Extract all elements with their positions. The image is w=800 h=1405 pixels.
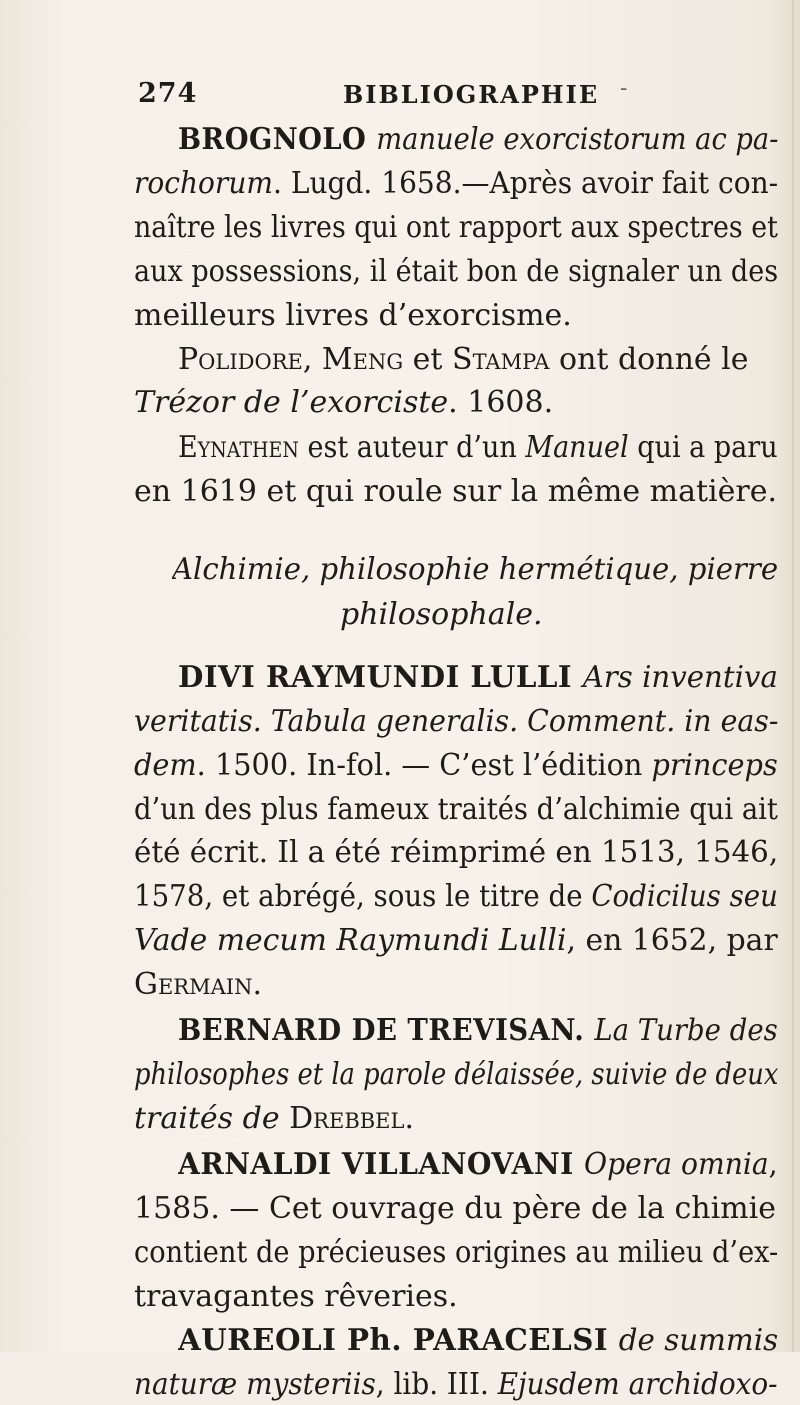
text-segment: Alchimie, philosophie hermétique, pierre — [172, 552, 778, 587]
text-segment: Opera omnia — [584, 1147, 769, 1182]
text-segment: Eynathen — [178, 430, 299, 465]
text-segment: , — [768, 1147, 778, 1182]
text-line — [134, 1365, 778, 1405]
line-content — [178, 1011, 778, 1051]
text-segment: princeps — [651, 748, 778, 783]
text-segment: travagantes rêveries. — [134, 1279, 458, 1314]
line-content — [134, 877, 778, 917]
line-content — [134, 746, 778, 786]
line-content — [134, 383, 553, 423]
line-content — [134, 790, 778, 830]
line-content — [134, 1099, 414, 1139]
text-line — [134, 1055, 778, 1095]
text-line — [134, 1189, 778, 1229]
line-content — [134, 921, 778, 961]
page-header — [138, 74, 718, 114]
text-segment: , lib. III. — [375, 1367, 498, 1402]
text-line — [134, 296, 778, 336]
text-line — [134, 383, 778, 423]
text-line — [134, 164, 778, 204]
text-line — [134, 1277, 778, 1317]
text-line — [178, 340, 778, 380]
text-segment: AUREOLI Ph. PARACELSI — [178, 1323, 619, 1358]
text-segment: et — [403, 342, 453, 377]
text-segment: naturæ mysteriis — [134, 1367, 376, 1402]
line-content — [134, 164, 778, 204]
text-line — [178, 120, 778, 160]
text-segment: dem — [134, 748, 197, 783]
page-edge — [792, 0, 794, 1352]
line-content — [134, 702, 778, 742]
text-segment: Manuel — [525, 430, 629, 465]
text-line — [134, 965, 778, 1005]
text-line — [178, 1321, 778, 1361]
text-segment: Trézor de l’exorciste — [134, 385, 449, 420]
text-line — [178, 1011, 778, 1051]
line-content — [134, 296, 572, 336]
line-content — [178, 1145, 778, 1185]
text-line — [178, 658, 778, 698]
text-segment: 1585. — Cet ouvrage du père de la chimie — [134, 1191, 776, 1226]
text-segment: 1578, et abrégé, sous le titre de — [134, 879, 592, 914]
line-content — [134, 1189, 776, 1229]
text-segment: . 1500. In-fol. — C’est l’édition — [196, 748, 652, 783]
text-segment: Ars inventiva — [582, 660, 778, 695]
text-line — [340, 595, 778, 635]
text-segment: philosophes et la parole délaissée, suivie de deux — [134, 1057, 778, 1092]
line-content — [134, 208, 778, 248]
text-segment: manuele exorcistorum ac pa- — [376, 122, 778, 157]
text-segment: est auteur d’un — [298, 430, 526, 465]
header-mark: - — [620, 76, 629, 101]
text-segment: aux possessions, il était bon de signaler un des — [134, 254, 778, 289]
running-head: BIBLIOGRAPHIE — [343, 80, 600, 109]
text-segment: été écrit. Il a été réimprimé en 1513, 1546, — [134, 835, 778, 870]
text-line — [178, 1145, 778, 1185]
text-segment: La Turbe des — [594, 1013, 778, 1048]
text-line — [134, 208, 778, 248]
text-segment: philosophale. — [340, 597, 543, 632]
line-content — [134, 1365, 778, 1405]
line-content — [178, 1321, 778, 1361]
text-segment: ARNALDI VILLANOVANI — [178, 1147, 585, 1182]
text-segment: BROGNOLO — [178, 122, 377, 157]
text-segment: DIVI RAYMUNDI LULLI — [178, 660, 583, 695]
text-segment: . — [252, 967, 262, 1002]
line-content — [178, 120, 778, 160]
text-segment: . — [404, 1101, 415, 1136]
text-segment: Stampa — [452, 342, 550, 377]
text-line — [134, 472, 778, 512]
text-line — [172, 550, 778, 590]
text-segment: Polidore — [178, 342, 303, 377]
text-segment: Drebbel — [289, 1101, 405, 1136]
text-segment: traités de — [134, 1101, 290, 1136]
text-segment: BERNARD DE TREVISAN. — [178, 1013, 595, 1048]
text-line — [134, 1099, 778, 1139]
text-line — [134, 921, 778, 961]
text-line — [134, 702, 778, 742]
line-content — [134, 472, 777, 512]
text-segment: Vade mecum Raymundi Lulli — [134, 923, 567, 958]
text-segment: , — [302, 342, 322, 377]
line-content — [134, 965, 262, 1005]
text-segment: Meng — [321, 342, 404, 377]
page-number: 274 — [138, 78, 198, 109]
text-segment: Ejusdem archidoxo- — [497, 1367, 778, 1402]
text-segment: contient de précieuses origines au milieu d’ex- — [134, 1235, 778, 1270]
text-segment: , en 1652, par — [566, 923, 778, 958]
text-segment: Codicilus seu — [591, 879, 778, 914]
line-content — [134, 252, 778, 292]
line-content — [134, 833, 778, 873]
text-segment: en 1619 et qui roule sur la même matière. — [134, 474, 778, 509]
text-line — [134, 746, 778, 786]
line-content — [340, 595, 543, 635]
text-segment: naître les livres qui ont rapport aux spectres et — [134, 210, 778, 245]
text-segment: qui a paru — [628, 430, 778, 465]
line-content — [178, 658, 778, 698]
line-content — [134, 1233, 778, 1273]
text-line — [134, 833, 778, 873]
text-segment: . Lugd. 1658.—Après avoir fait con- — [272, 166, 778, 201]
text-segment: ont donné le — [549, 342, 749, 377]
text-line — [134, 877, 778, 917]
text-line — [134, 1233, 778, 1273]
line-content — [134, 1277, 458, 1317]
text-line — [178, 428, 778, 468]
line-content — [172, 550, 778, 590]
text-segment: d’un des plus fameux traités d’alchimie qui ait — [134, 792, 778, 827]
line-content — [134, 1055, 778, 1095]
text-segment: de summis — [618, 1323, 778, 1358]
text-segment: rochorum — [134, 166, 273, 201]
text-segment: meilleurs livres d’exorcisme. — [134, 298, 572, 333]
line-content — [178, 340, 749, 380]
text-segment: . 1608. — [448, 385, 554, 420]
text-segment: veritatis. Tabula generalis. Comment. in eas- — [134, 704, 778, 739]
text-line — [134, 252, 778, 292]
line-content — [178, 428, 778, 468]
text-line — [134, 790, 778, 830]
text-segment: Germain — [134, 967, 253, 1002]
